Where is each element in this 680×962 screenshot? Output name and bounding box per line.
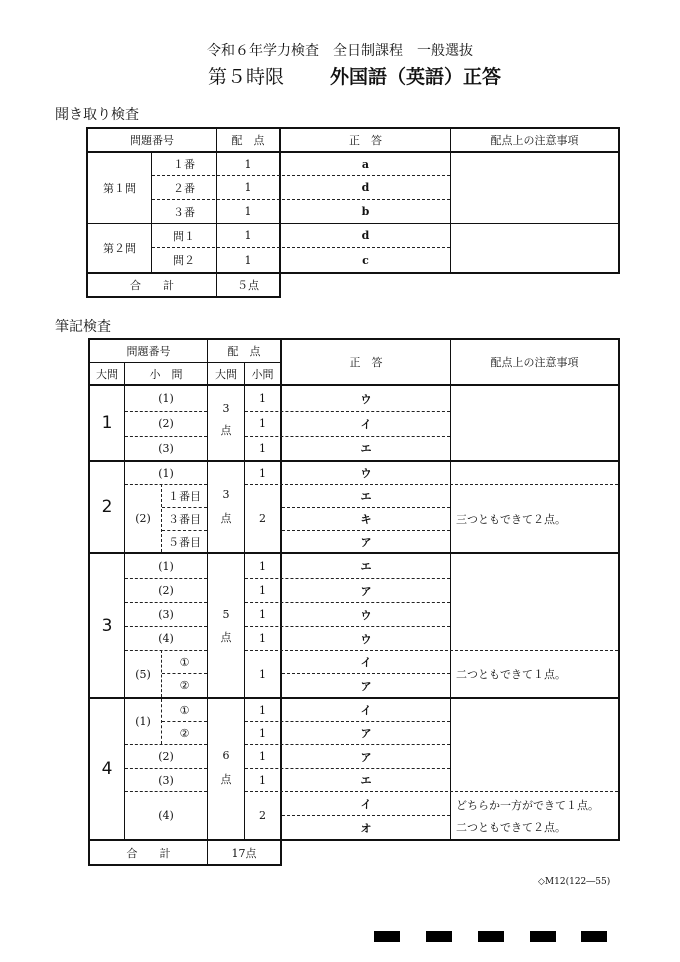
answer-cell: エ	[360, 490, 372, 503]
scoring-note: 二つともできて２点。	[456, 820, 566, 834]
group-label: 第２問	[103, 242, 136, 255]
points-unit: 点	[220, 631, 232, 644]
sub-label: (1)	[158, 392, 174, 405]
question-3-label: 3	[101, 615, 113, 636]
period-label: 第５時限	[208, 65, 285, 88]
scoring-note: 二つともできて１点。	[456, 668, 566, 681]
part-label: ①	[179, 703, 190, 717]
answer-cell: ア	[360, 535, 372, 549]
part-label: １番目	[168, 490, 201, 503]
sub-label: 問２	[173, 254, 195, 267]
points-cell: 1	[244, 157, 252, 171]
major-points: 6	[222, 748, 230, 762]
sub-label: １番	[173, 158, 195, 171]
header-notes: 配点上の注意事項	[490, 134, 579, 147]
sub-label: (3)	[158, 608, 174, 621]
points-cell: 2	[259, 809, 266, 822]
points-cell: 1	[259, 703, 266, 717]
points-cell: 1	[259, 726, 266, 740]
registration-mark	[478, 931, 504, 942]
answer-cell: イ	[360, 417, 372, 431]
sub-label: (4)	[158, 809, 174, 822]
header-question-number: 問題番号	[130, 134, 174, 147]
answer-cell: a	[361, 157, 370, 171]
points-cell: 1	[259, 441, 266, 455]
points-cell: 1	[244, 205, 252, 218]
answer-cell: ア	[360, 679, 372, 693]
answer-cell: ア	[360, 727, 372, 740]
scoring-note: 三つともできて２点。	[456, 512, 566, 526]
question-2-label: 2	[101, 497, 113, 517]
sub-label: (2)	[158, 417, 174, 430]
header-minor-points: 小問	[251, 367, 274, 381]
answer-cell: イ	[360, 656, 372, 669]
points-cell: 1	[244, 229, 252, 242]
answer-cell: b	[361, 205, 370, 218]
answer-cell: d	[361, 181, 370, 194]
sub-label: (1)	[158, 466, 174, 480]
part-label: ５番目	[168, 535, 201, 549]
document-code: ◇M12(122―55)	[538, 877, 611, 887]
points-cell: 1	[259, 750, 266, 763]
header-answer: 正 答	[349, 134, 382, 147]
answer-cell: d	[361, 229, 370, 242]
answer-cell: キ	[360, 513, 372, 526]
registration-mark	[530, 931, 556, 942]
header-question-number: 問題番号	[126, 345, 171, 358]
part-label: ②	[179, 679, 190, 692]
answer-cell: オ	[360, 821, 372, 835]
sub-label: (2)	[135, 512, 151, 525]
part-label: ３番目	[168, 513, 201, 526]
points-cell: 1	[259, 773, 266, 787]
total-label: 合 計	[126, 846, 171, 860]
sub-label: ３番	[173, 205, 195, 219]
page-title: 外国語（英語）正答	[330, 65, 502, 88]
sub-label: (1)	[158, 559, 174, 573]
section-title-listening: 聞き取り検査	[55, 107, 139, 123]
total-value: ５点	[237, 279, 259, 292]
answer-cell: ア	[360, 750, 372, 764]
answer-cell: イ	[360, 704, 372, 717]
group-label: 第１問	[103, 182, 136, 195]
header-points: 配 点	[227, 345, 261, 358]
question-1-label: 1	[101, 413, 113, 433]
answer-cell: c	[362, 253, 369, 267]
answer-cell: エ	[360, 560, 372, 573]
sub-label: (3)	[158, 441, 174, 455]
sub-label: (2)	[158, 750, 174, 763]
part-label: ②	[179, 726, 190, 740]
header-answer: 正 答	[349, 356, 383, 369]
sub-label: (2)	[158, 584, 174, 597]
answer-cell: ウ	[360, 467, 372, 480]
section-title-written: 筆記検査	[55, 319, 111, 335]
points-cell: 2	[259, 512, 266, 525]
scoring-note: どちらか一方ができて１点。	[456, 798, 599, 812]
header-major-points: 大問	[215, 367, 237, 381]
answer-cell: ア	[360, 584, 372, 598]
sub-label: (4)	[158, 632, 174, 645]
sub-label: (5)	[135, 667, 151, 681]
sub-label: (3)	[158, 773, 174, 787]
answer-cell: ウ	[360, 608, 372, 622]
sub-label: (1)	[135, 715, 151, 728]
points-cell: 1	[259, 417, 266, 430]
registration-mark	[581, 931, 607, 942]
points-cell: 1	[244, 181, 252, 194]
points-cell: 1	[259, 667, 266, 681]
header-major: 大問	[96, 367, 118, 381]
answer-cell: イ	[360, 797, 372, 811]
points-cell: 1	[259, 392, 266, 405]
major-points: 3	[222, 487, 230, 501]
header-notes: 配点上の注意事項	[490, 356, 579, 369]
question-4-label: 4	[101, 759, 113, 779]
exam-subtitle: 令和６年学力検査 全日制課程 一般選抜	[207, 43, 473, 59]
sub-label: ２番	[173, 181, 195, 195]
points-cell: 1	[259, 559, 266, 573]
major-points: 5	[222, 607, 230, 621]
sub-label: 問１	[173, 229, 195, 243]
header-points: 配 点	[231, 134, 265, 147]
points-unit: 点	[220, 773, 232, 786]
major-points: 3	[222, 401, 230, 415]
total-value: 17点	[231, 846, 257, 860]
part-label: ①	[179, 655, 190, 669]
answer-cell: エ	[360, 774, 372, 787]
points-unit: 点	[220, 424, 232, 437]
total-label: 合 計	[130, 279, 174, 292]
registration-mark	[426, 931, 452, 942]
points-cell: 1	[244, 253, 252, 267]
points-cell: 1	[259, 632, 266, 645]
answer-cell: ウ	[360, 392, 372, 406]
points-cell: 1	[259, 584, 266, 597]
registration-mark	[374, 931, 400, 942]
points-cell: 1	[259, 608, 266, 621]
points-unit: 点	[220, 512, 232, 525]
answer-cell: ウ	[360, 632, 372, 646]
header-minor: 小 問	[149, 367, 183, 381]
points-cell: 1	[259, 466, 266, 480]
answer-cell: エ	[360, 442, 372, 455]
